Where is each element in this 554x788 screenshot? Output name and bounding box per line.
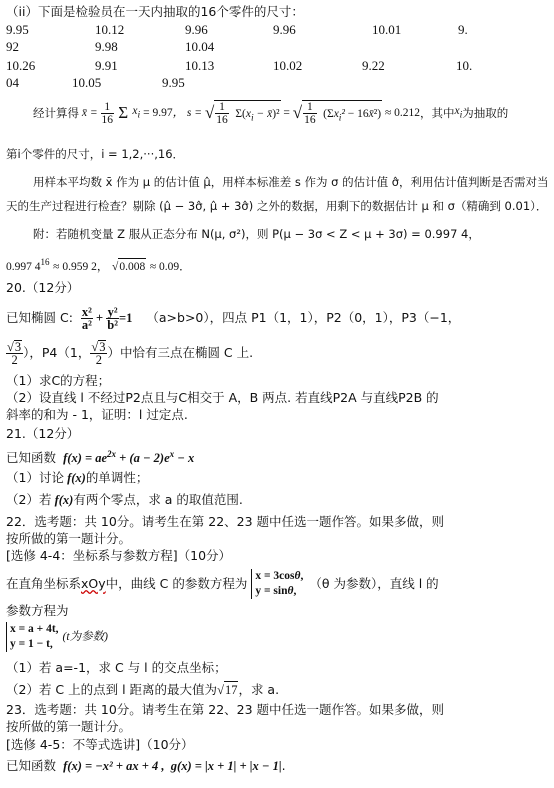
q21-given-prefix: 已知函数 — [6, 450, 57, 466]
index-line: 第i个零件的尺寸，i = 1,2,···,16． — [6, 147, 185, 161]
computed-suffix: ，其中 — [420, 106, 455, 120]
one-over-16: $\frac{1}{16}$ — [101, 100, 113, 126]
approx-value-2: ≈ 0.09． — [149, 260, 191, 273]
q22-sub2-suffix: ，求 a. — [238, 682, 280, 697]
s-formula-a: $\frac{1}{16}$ $\Sigma(x_i$ − x̄)² — [216, 100, 280, 126]
q20-p4: ），P4（1， — [23, 345, 91, 360]
data-cell: 9.91 — [95, 58, 118, 73]
data-cell: 9. — [458, 22, 468, 37]
data-cell: 10.02 — [273, 58, 303, 73]
estimate-paragraph-b: 天的生产过程进行检查？剔除 (μ̂ − 3σ̂, μ̂ + 3σ̂) 之外的数据，用剩下的数据估计 μ 和 σ（精确到 0.01）． — [6, 199, 548, 213]
sqrt3-over-2-a: $\frac{√3}{2}$ — [7, 340, 22, 367]
q22-header-a: 22．选考题：共 10分。请考生在第 22、23 题中任选一题作答。如果多做，则 — [6, 514, 445, 529]
q21-sub1-suffix: 的单调性； — [85, 470, 149, 485]
denominator: 2 — [95, 353, 103, 367]
q22-body-b: 参数方程为 — [6, 603, 69, 618]
q22-sub2-prefix: （2）若 C 上的点到 l 距离的最大值为 — [6, 682, 218, 697]
q23-functions: f(x) = −x² + ax + 4 , g(x) = |x + 1| + |x − 1| — [60, 759, 282, 773]
q20-points: （a>b>0），四点 P1（1，1），P2（0，1），P3（−1， — [146, 310, 461, 325]
q20-given-prefix: 已知椭圆 C: — [6, 310, 73, 325]
q21-function: $f(x) = ae^{2x} + (a - 2)e^x - x$ — [60, 449, 195, 466]
q22-header-b: 按所做的第一题计分。 — [6, 531, 132, 546]
q22-sub1: （1）若 a=-1，求 C 与 l 的交点坐标； — [6, 660, 227, 675]
mean-formula: x̄ = — [79, 107, 101, 119]
data-cell: 10.01 — [372, 22, 402, 37]
data-cell: 9.98 — [95, 39, 118, 54]
q20-given: 已知椭圆 C: $\frac{\text{x²}}{\text{a²}}$ + $\frac{\text{y²}}{\text{b²}}$ =1 （a>b>0），四点 P1（1，1），P2（0，1），P3（−1， — [6, 304, 461, 332]
q20-sub1: （1）求C的方程； — [6, 373, 111, 388]
denominator: 2 — [11, 353, 18, 367]
data-cell: 9.95 — [6, 22, 29, 37]
q21-given — [6, 446, 194, 466]
q23-topic: [选修 4-5：不等式选讲]（10分） — [6, 737, 194, 752]
q22-body-a — [6, 564, 439, 604]
q23-header-a: 23．选考题：共 10分。请考生在第 22、23 题中任选一题作答。如果多做，则 — [6, 702, 445, 717]
approx-exponent: 16 — [40, 257, 50, 267]
q21-sub1: （1）讨论 f(x)的单调性； — [6, 470, 149, 485]
q21-sub2: （2）若 f(x)有两个零点，求 a 的取值范围. — [6, 492, 243, 507]
computed-prefix: 经计算得 — [33, 106, 79, 120]
estimate-paragraph-a: 用样本平均数 x̄ 作为 μ 的估计值 μ̂，用样本标准差 s 作为 σ 的估计值 σ̂，利用估计值判断是否需对当 — [33, 175, 549, 189]
data-cell: 9.96 — [185, 22, 208, 37]
line-param-eqs: x = a + 4t, y = 1 − t, (t为参数) — [6, 622, 108, 652]
q22-sub2: （2）若 C 上的点到 l 距离的最大值为√17，求 a. — [6, 682, 280, 697]
data-cell: 10.12 — [95, 22, 125, 37]
data-cell: 04 — [6, 75, 19, 90]
radicand: 3 — [14, 340, 22, 354]
q20-tail: ）中恰有三点在椭圆 C 上. — [107, 345, 254, 360]
ellipse-x-term: $\frac{\text{x²}}{\text{a²}}$ — [81, 304, 92, 332]
q22-body-suffix: （θ 为参数），直线 l 的 — [309, 576, 439, 591]
q23-given: 已知函数 f(x) = −x² + ax + 4 , g(x) = |x + 1| + |x − 1|. — [6, 758, 286, 773]
xoy-label: xOy — [81, 576, 106, 591]
q22-body-prefix: 在直角坐标系 — [6, 576, 82, 591]
approx-value-1: ≈ 0.959 2， — [53, 260, 109, 273]
q21-sub1-prefix: （1）讨论 — [6, 470, 64, 485]
data-cell: 10.05 — [72, 75, 102, 90]
data-cell: 92 — [6, 39, 19, 54]
q22-body-mid: 中，曲线 C 的参数方程为 — [105, 576, 248, 591]
q23-header-b: 按所做的第一题计分。 — [6, 719, 132, 734]
data-cell: 10.13 — [185, 58, 215, 73]
ellipse-y-term: $\frac{\text{y²}}{\text{b²}}$ — [107, 304, 118, 332]
param-note: (t为参数) — [62, 631, 108, 643]
mean-value: 9.97 — [152, 107, 173, 119]
data-cell: 10.04 — [185, 39, 215, 54]
q22-topic: [选修 4-4：坐标系与参数方程]（10分） — [6, 548, 232, 563]
computed-stats-line: 经计算得 x̄ = $\frac{1}{16}$ Σ $x_i$ = 9.97 ， s = √ $\frac{1}{16}$ $\Sigma(x_i$ − x̄)² = √ $\frac{1}{16}$ ($\Sigma x_i^2$ − 16x̄²) ≈ 0.212 ，其中 $x_i$ 为抽取的 — [33, 100, 509, 126]
q21-header: 21.（12分） — [6, 426, 80, 441]
approx-base: 0.997 4 — [6, 260, 41, 273]
s-value: 0.212 — [394, 107, 420, 119]
computed-tail: 为抽取的 — [462, 106, 509, 120]
data-cell: 9.95 — [162, 75, 185, 90]
radicand: 3 — [99, 340, 106, 354]
data-cell: 10. — [456, 58, 473, 73]
data-cell: 9.22 — [362, 58, 385, 73]
part-ii-intro: （ii）下面是检验员在一天内抽取的16个零件的尺寸： — [6, 4, 304, 19]
q21-sub2-suffix: 有两个零点，求 a 的取值范围. — [73, 492, 243, 507]
data-cell: 10.26 — [6, 58, 36, 73]
data-cell: 9.96 — [273, 22, 296, 37]
sqrt3-over-2-b: $\frac{√3}{2}$ — [91, 340, 106, 367]
approx-line: 0.997 $4^{16} \approx 0.959$ 2， √0.008 ≈ 0.09． — [6, 257, 191, 273]
approx-radicand: 0.008 — [118, 258, 146, 275]
normal-note: 附：若随机变量 Z 服从正态分布 N(μ, σ²)，则 P(μ − 3σ < Z < μ + 3σ) = 0.997 4， — [33, 227, 480, 241]
q23-given-prefix: 已知函数 — [6, 758, 57, 773]
q21-sub2-prefix: （2）若 — [6, 492, 52, 507]
q20-points-line — [6, 336, 253, 370]
q20-sub2a: （2）设直线 l 不经过P2点且与C相交于 A，B 两点. 若直线P2A 与直线P2B 的 — [6, 390, 439, 405]
curve-param-eqs: x = 3cosθ, y = sinθ, — [251, 569, 303, 599]
q20-sub2b: 斜率的和为 - 1，证明：l 过定点. — [6, 407, 188, 422]
s-formula-b: $\frac{1}{16}$ ($\Sigma x_i^2$ − 16x̄²) — [304, 100, 382, 126]
q22-radicand: 17 — [224, 683, 238, 697]
q20-header: 20.（12分） — [6, 280, 80, 295]
